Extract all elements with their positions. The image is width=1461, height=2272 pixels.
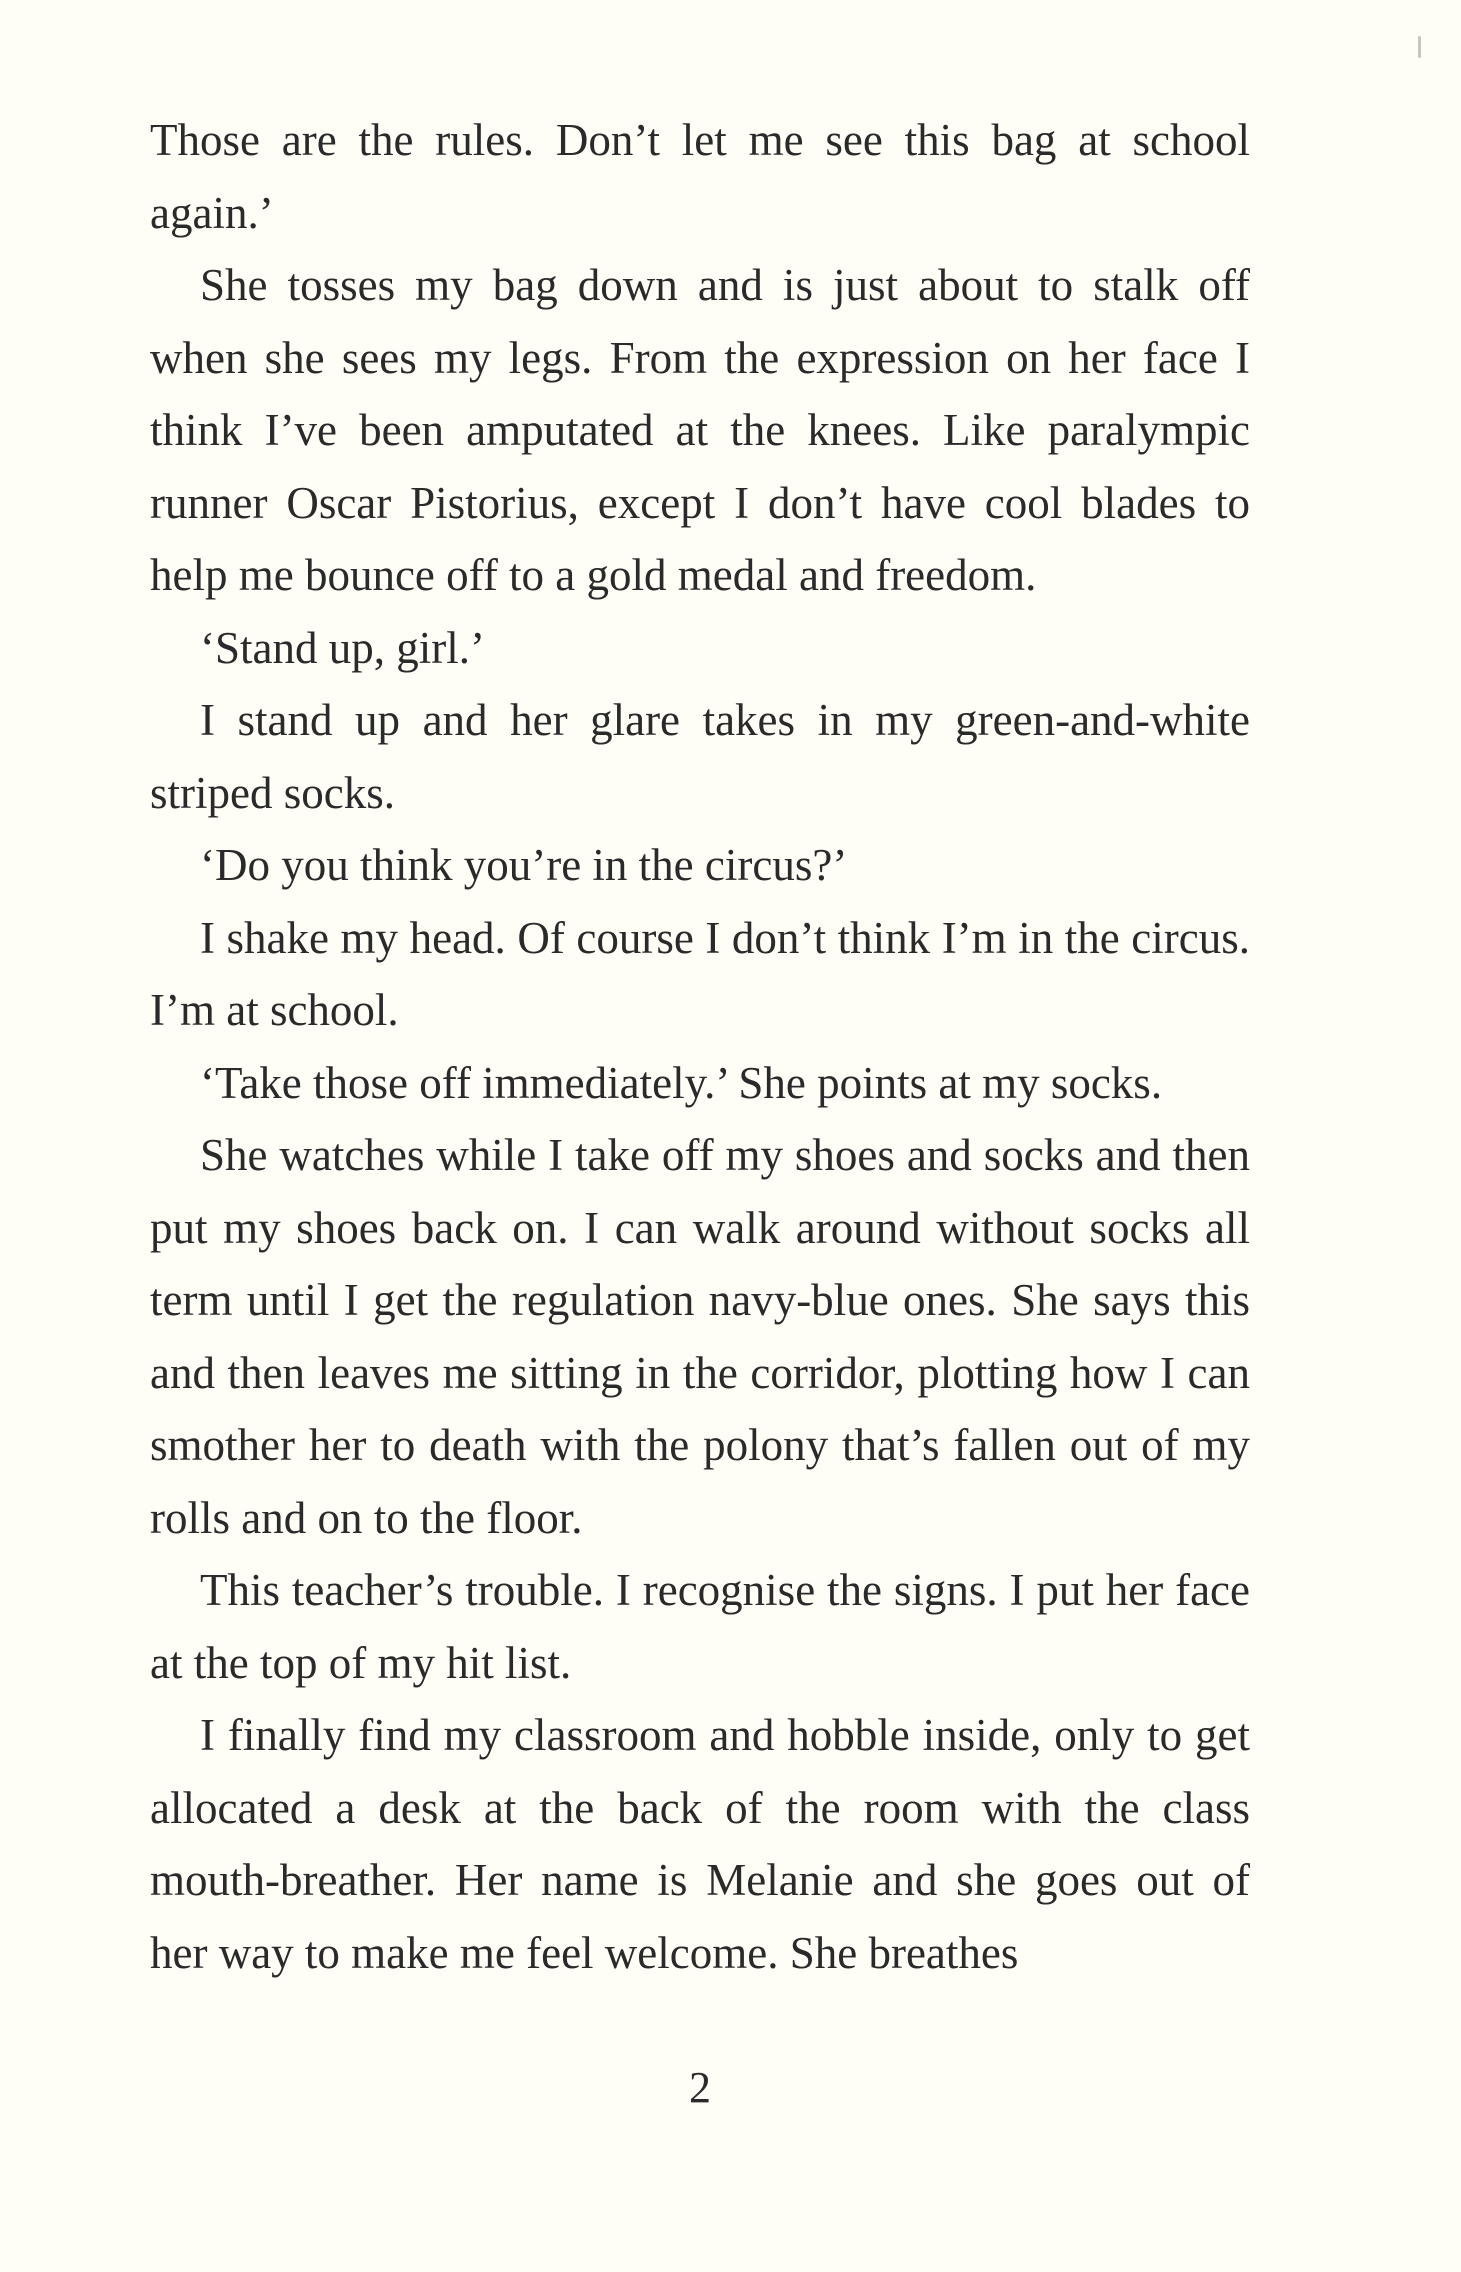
paragraph: ‘Do you think you’re in the circus?’	[200, 840, 848, 890]
scan-edge-mark	[1418, 36, 1421, 58]
paragraph: I stand up and her glare takes in my green-and-white striped socks.	[150, 695, 1250, 818]
body-text	[150, 104, 1250, 1989]
paragraph: ‘Take those off immediately.’ She points at my socks.	[200, 1057, 1163, 1108]
paragraph: I finally find my classroom and hobble inside, only to get allocated a desk at the back of the room with the class mouth-breather. Her name is Melanie and she goes out of her way to make me feel welcome. She breathes	[150, 1710, 1250, 1978]
page-number: 2	[689, 2063, 711, 2112]
paragraph: This teacher’s trouble. I recognise the signs. I put her face at the top of my hit list.	[150, 1565, 1250, 1688]
paragraph: I shake my head. Of course I don’t think I’m in the circus. I’m at school.	[150, 912, 1250, 1035]
paragraph: She watches while I take off my shoes and socks and then put my shoes back on. I can walk around without socks all term until I get the regulation navy-blue ones. She says this and then leaves me sitting in the corridor, plotting how I can smother her to death with the polony that’s fallen out of my rolls and on to the floor.	[150, 1130, 1250, 1543]
paragraph: Those are the rules. Don’t let me see this bag at school again.’	[150, 115, 1250, 238]
paragraph: ‘Stand up, girl.’	[200, 622, 485, 673]
paragraph: She tosses my bag down and is just about to stalk off when she sees my legs. From the expression on her face I think I’ve been amputated at the knees. Like paralympic runner Oscar Pistorius, except I don’t have cool blades to help me bounce off to a gold medal and freedom.	[150, 260, 1250, 600]
